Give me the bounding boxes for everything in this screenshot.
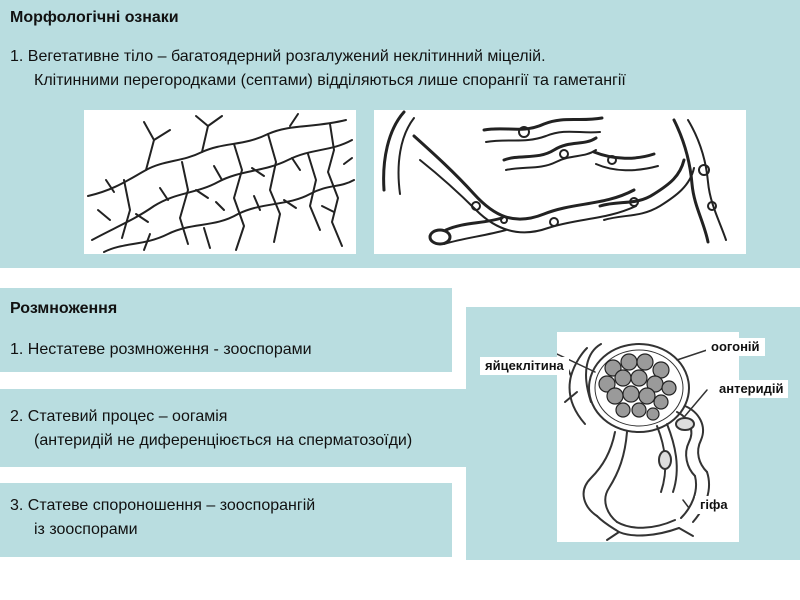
label-egg-cell: яйцеклітина [480, 357, 569, 375]
morphology-heading: Морфологічні ознаки [10, 9, 179, 26]
label-hypha: гіфа [695, 496, 733, 514]
reproduction-item-2-line-2: (антеридій не диференціюється на сперматозоїди) [34, 432, 413, 449]
reproduction-heading: Розмноження [10, 300, 118, 317]
reproduction-item-3-line-1: 3. Статеве спороношення – зооспорангій [10, 497, 316, 514]
mycelium-drawing-coenocytic [374, 110, 746, 254]
mycelium-drawing-branching [84, 110, 356, 254]
reproduction-item-1: 1. Нестатеве розмноження - зооспорами [10, 341, 312, 358]
reproduction-item-2-line-1: 2. Статевий процес – оогамія [10, 408, 228, 425]
morphology-item-1-line-2: Клітинними перегородками (септами) відділяються лише спорангії та гаметангії [34, 72, 626, 89]
label-oogonium: оогоній [706, 338, 765, 356]
morphology-item-1-line-1: 1. Вегетативне тіло – багатоядерний розгалужений неклітинний міцелій. [10, 48, 546, 65]
reproduction-panel-2 [0, 389, 540, 467]
label-antheridium: антеридій [714, 380, 788, 398]
reproduction-item-3-line-2: із зооспорами [34, 521, 138, 538]
